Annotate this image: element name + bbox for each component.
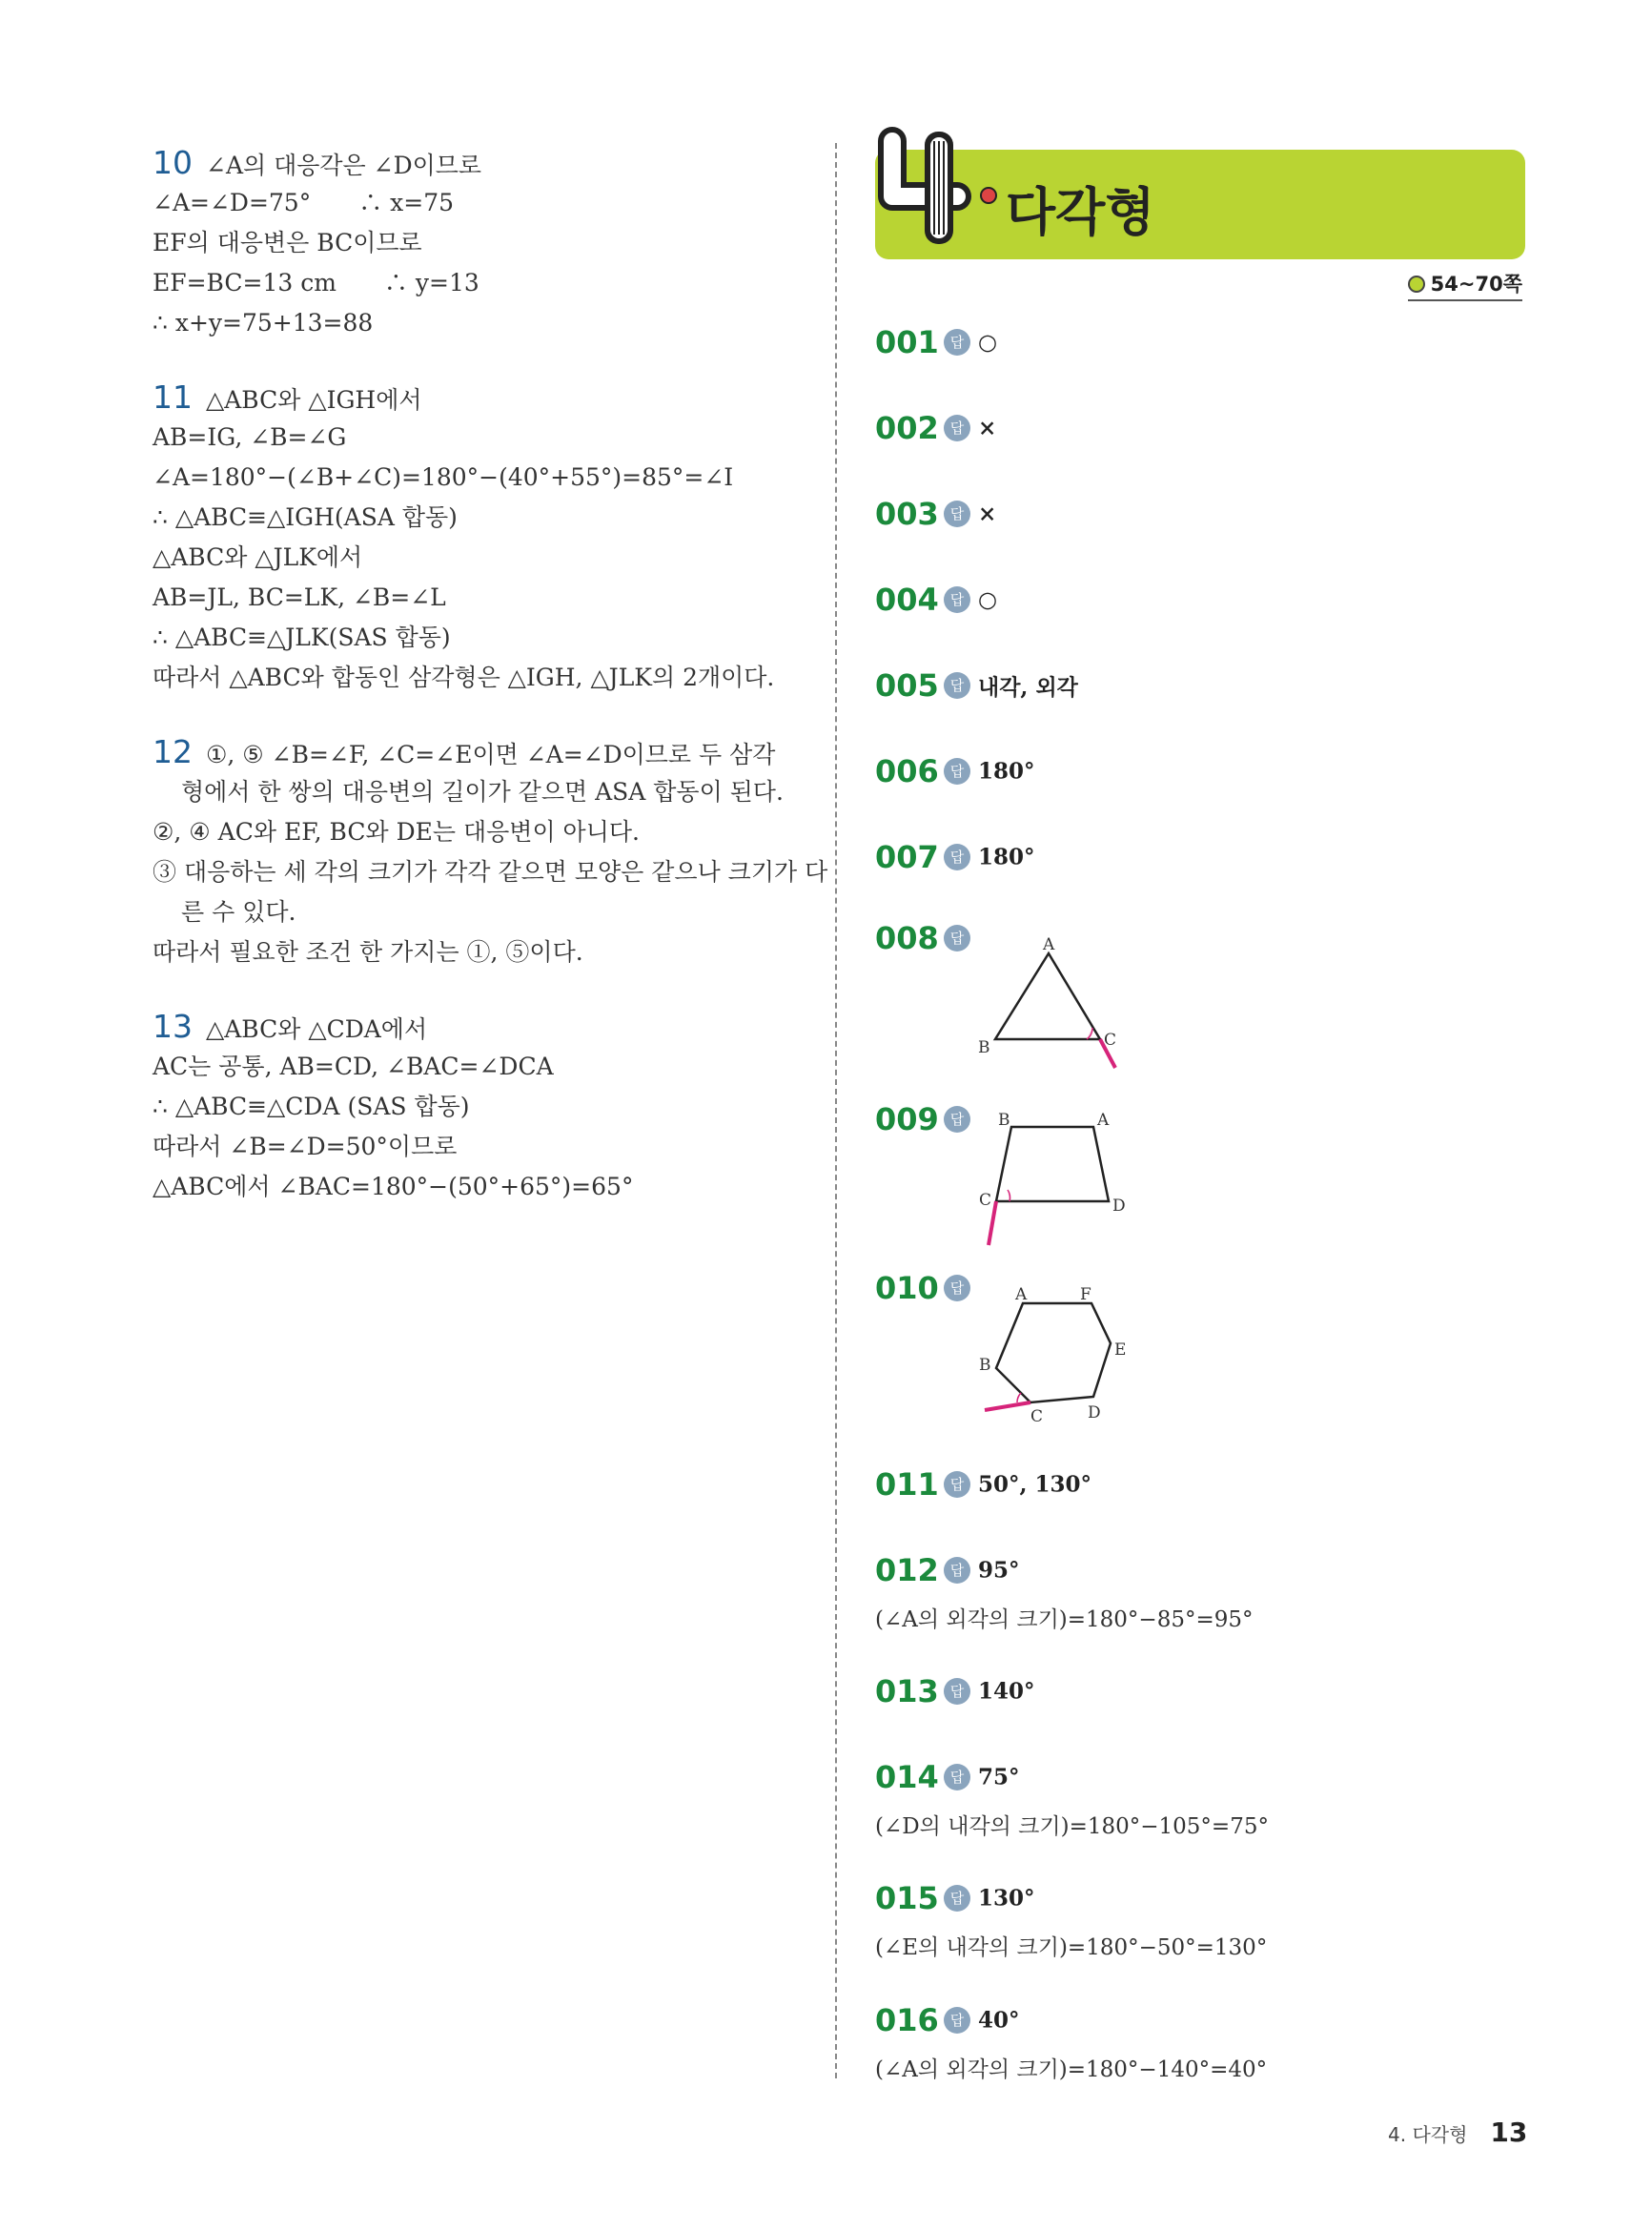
problem-12-line-1: 12 ①, ⑤ ∠B=∠F, ∠C=∠E이면 ∠A=∠D이므로 두 삼각 bbox=[153, 733, 776, 770]
answer-005: 005 답 내각, 외각 bbox=[875, 667, 1078, 704]
problem-13-line-3: ∴ △ABC≡△CDA (SAS 합동) bbox=[153, 1093, 470, 1120]
svg-text:B: B bbox=[978, 1038, 990, 1057]
answer-explanation: (∠D의 내각의 크기)=180°−105°=75° bbox=[875, 1814, 1269, 1839]
answer-tag-icon: 답 bbox=[944, 2007, 970, 2034]
answer-011: 011 답 50°, 130° bbox=[875, 1466, 1092, 1503]
problem-13-line-2: AC는 공통, AB=CD, ∠BAC=∠DCA bbox=[153, 1053, 554, 1080]
bullet-icon bbox=[980, 187, 997, 204]
svg-text:A: A bbox=[1043, 935, 1055, 954]
page-number: 13 bbox=[1490, 2117, 1528, 2148]
problem-11-line-7: ∴ △ABC≡△JLK(SAS 합동) bbox=[153, 624, 451, 651]
answer-explanation: (∠A의 외각의 크기)=180°−140°=40° bbox=[875, 2057, 1268, 2082]
answer-tag-icon: 답 bbox=[944, 415, 970, 441]
answer-006: 006 답 180° bbox=[875, 753, 1035, 789]
problem-11-line-5: △ABC와 △JLK에서 bbox=[153, 543, 363, 571]
svg-text:A: A bbox=[1015, 1285, 1028, 1304]
column-divider bbox=[835, 143, 837, 2078]
chapter-number-graphic bbox=[875, 122, 989, 256]
cube-icon bbox=[1408, 276, 1425, 293]
problem-11-line-2: AB=IG, ∠B=∠G bbox=[153, 423, 347, 451]
svg-text:D: D bbox=[1112, 1197, 1126, 1216]
svg-text:C: C bbox=[1030, 1407, 1044, 1426]
page-range: 54~70쪽 bbox=[1408, 269, 1522, 301]
problem-11-line-6: AB=JL, BC=LK, ∠B=∠L bbox=[153, 583, 446, 611]
answer-tag-icon: 답 bbox=[944, 844, 970, 870]
answer-tag-icon: 답 bbox=[944, 1885, 970, 1912]
answer-009: 009 답 bbox=[875, 1101, 978, 1137]
svg-text:C: C bbox=[979, 1191, 992, 1210]
triangle-exterior-angle-figure bbox=[972, 927, 1125, 1079]
answer-tag-icon: 답 bbox=[944, 1106, 970, 1133]
answer-tag-icon: 답 bbox=[944, 1764, 970, 1790]
answer-010: 010 답 bbox=[875, 1270, 978, 1306]
answer-003: 003 답 × bbox=[875, 496, 997, 532]
problem-10-line-2: ∠A=∠D=75° ∴ x=75 bbox=[153, 189, 455, 216]
problem-10-line-5: ∴ x+y=75+13=88 bbox=[153, 309, 374, 337]
problem-number: 11 bbox=[153, 378, 193, 416]
problem-11-line-8: 따라서 △ABC와 합동인 삼각형은 △IGH, △JLK의 2개이다. bbox=[153, 664, 775, 691]
answer-012: 012 답 95° (∠A의 외각의 크기)=180°−85°=95° bbox=[875, 1552, 1254, 1632]
trapezoid-exterior-angle-figure bbox=[968, 1106, 1149, 1258]
answer-explanation: (∠E의 내각의 크기)=180°−50°=130° bbox=[875, 1935, 1268, 1960]
answer-015: 015 답 130° (∠E의 내각의 크기)=180°−50°=130° bbox=[875, 1880, 1268, 1960]
svg-text:E: E bbox=[1114, 1340, 1127, 1360]
footer-chapter-label: 4. 다각형 bbox=[1388, 2123, 1468, 2146]
problem-11-line-1: 11 △ABC와 △IGH에서 bbox=[153, 378, 422, 416]
answer-tag-icon: 답 bbox=[944, 672, 970, 699]
answer-014: 014 답 75° (∠D의 내각의 크기)=180°−105°=75° bbox=[875, 1759, 1269, 1839]
answer-004: 004 답 ○ bbox=[875, 582, 998, 618]
problem-12-line-2: 형에서 한 쌍의 대응변의 길이가 같으면 ASA 합동이 된다. bbox=[181, 778, 784, 806]
answer-tag-icon: 답 bbox=[944, 1275, 970, 1301]
answer-007: 007 답 180° bbox=[875, 839, 1035, 875]
problem-10-line-4: EF=BC=13 cm ∴ y=13 bbox=[153, 269, 479, 297]
problem-11-line-3: ∠A=180°−(∠B+∠C)=180°−(40°+55°)=85°=∠I bbox=[153, 463, 734, 491]
svg-text:B: B bbox=[998, 1111, 1010, 1130]
answer-001: 001 답 ○ bbox=[875, 324, 998, 360]
answer-tag-icon: 답 bbox=[944, 1471, 970, 1498]
svg-text:C: C bbox=[1104, 1031, 1117, 1050]
answer-002: 002 답 × bbox=[875, 410, 997, 446]
problem-13-line-1: 13 △ABC와 △CDA에서 bbox=[153, 1008, 428, 1045]
answer-008: 008 답 bbox=[875, 920, 978, 956]
problem-10-line-1: 10 ∠A의 대응각은 ∠D이므로 bbox=[153, 144, 482, 181]
answer-tag-icon: 답 bbox=[944, 1678, 970, 1705]
left-column bbox=[153, 143, 828, 1207]
answer-explanation: (∠A의 외각의 크기)=180°−85°=95° bbox=[875, 1607, 1254, 1632]
hexagon-exterior-angle-figure bbox=[968, 1273, 1149, 1440]
answer-tag-icon: 답 bbox=[944, 1557, 970, 1584]
problem-13-line-5: △ABC에서 ∠BAC=180°−(50°+65°)=65° bbox=[153, 1173, 634, 1200]
page-footer bbox=[1388, 2117, 1527, 2148]
answer-016: 016 답 40° (∠A의 외각의 크기)=180°−140°=40° bbox=[875, 2002, 1268, 2082]
problem-13-line-4: 따라서 ∠B=∠D=50°이므로 bbox=[153, 1133, 458, 1160]
answer-013: 013 답 140° bbox=[875, 1673, 1035, 1709]
problem-number: 10 bbox=[153, 144, 193, 181]
answer-tag-icon: 답 bbox=[944, 758, 970, 785]
svg-text:B: B bbox=[979, 1356, 991, 1375]
problem-number: 13 bbox=[153, 1008, 193, 1045]
problem-10-line-3: EF의 대응변은 BC이므로 bbox=[153, 229, 422, 256]
answer-tag-icon: 답 bbox=[944, 329, 970, 356]
answer-tag-icon: 답 bbox=[944, 501, 970, 527]
answer-tag-icon: 답 bbox=[944, 586, 970, 613]
svg-text:F: F bbox=[1080, 1285, 1091, 1304]
svg-text:A: A bbox=[1097, 1111, 1110, 1130]
chapter-title: 다각형 bbox=[1006, 182, 1155, 242]
problem-12-line-5: 른 수 있다. bbox=[181, 898, 296, 926]
answer-tag-icon: 답 bbox=[944, 925, 970, 951]
problem-11-line-4: ∴ △ABC≡△IGH(ASA 합동) bbox=[153, 503, 458, 531]
svg-text:D: D bbox=[1088, 1403, 1101, 1422]
problem-12-line-3: ②, ④ AC와 EF, BC와 DE는 대응변이 아니다. bbox=[153, 818, 640, 846]
problem-12-line-4: ③ 대응하는 세 각의 크기가 각각 같으면 모양은 같으나 크기가 다 bbox=[153, 858, 828, 886]
problem-12-line-6: 따라서 필요한 조건 한 가지는 ①, ⑤이다. bbox=[153, 938, 583, 966]
problem-number: 12 bbox=[153, 733, 193, 770]
